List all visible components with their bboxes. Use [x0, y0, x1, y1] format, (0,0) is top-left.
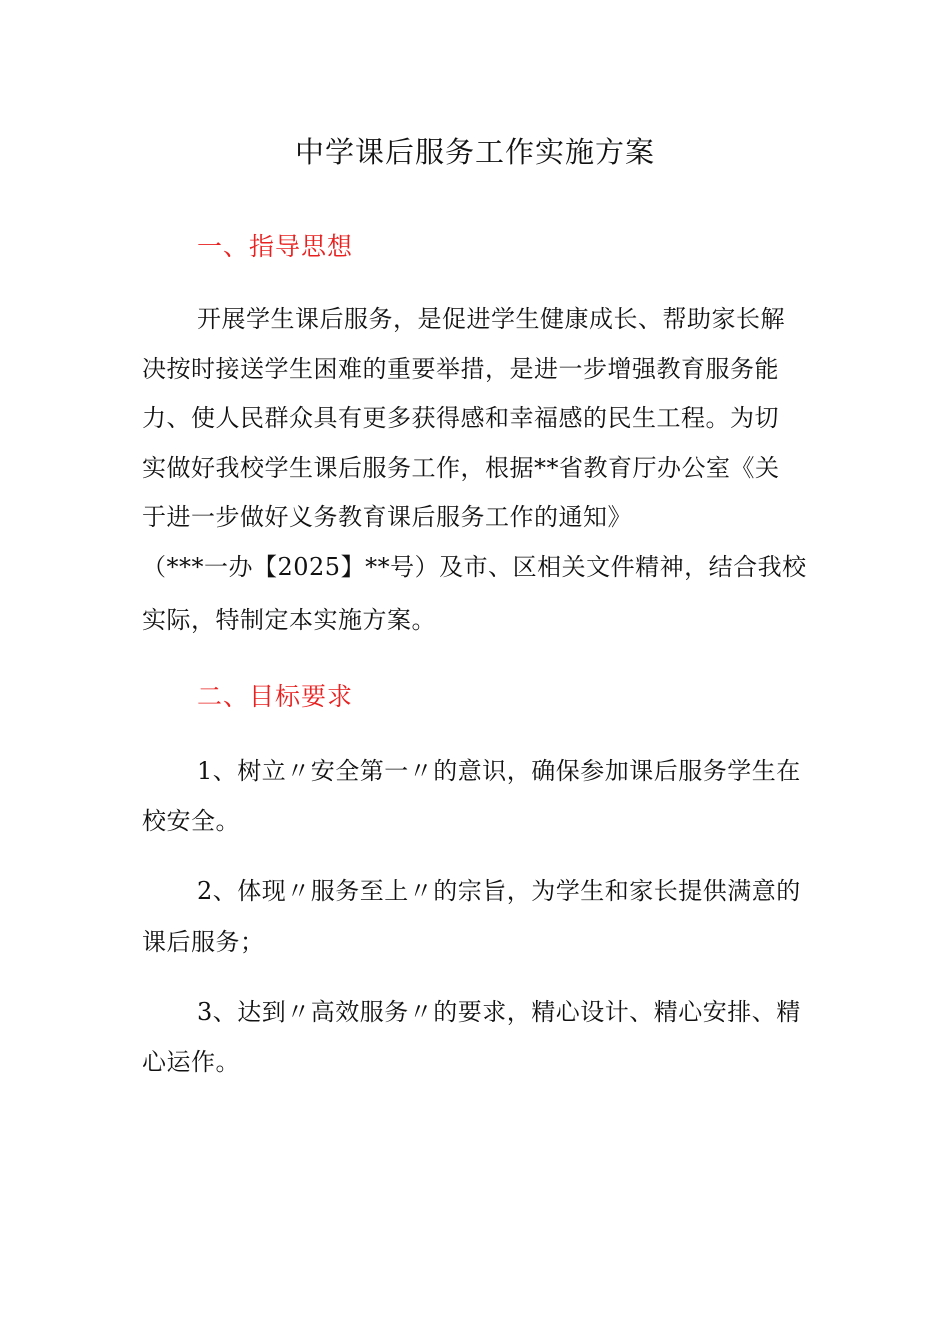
goal-item-line: 心运作。: [142, 1048, 240, 1076]
section-heading-guiding-ideology: 一、指导思想: [197, 232, 354, 261]
paragraph-line: 决按时接送学生困难的重要举措，是进一步增强教育服务能: [142, 355, 779, 383]
section-heading-goals: 二、目标要求: [197, 682, 354, 711]
goal-item-line: 3、达到〃高效服务〃的要求，精心设计、精心安排、精: [197, 998, 801, 1026]
paragraph-line: 力、使人民群众具有更多获得感和幸福感的民生工程。为切: [142, 404, 779, 432]
paragraph-line: 实做好我校学生课后服务工作，根据**省教育厅办公室《关: [142, 454, 780, 482]
paragraph-line: （***一办【2025】**号）及市、区相关文件精神，结合我校: [142, 553, 807, 581]
goal-item-line: 1、树立〃安全第一〃的意识，确保参加课后服务学生在: [197, 757, 801, 785]
paragraph-line: 于进一步做好义务教育课后服务工作的通知》: [142, 503, 632, 531]
goal-item-line: 2、体现〃服务至上〃的宗旨，为学生和家长提供满意的: [197, 877, 801, 905]
goal-item-line: 课后服务；: [142, 928, 265, 956]
paragraph-line: 开展学生课后服务，是促进学生健康成长、帮助家长解: [197, 305, 785, 333]
goal-item-line: 校安全。: [142, 807, 240, 835]
document-title: 中学课后服务工作实施方案: [294, 135, 655, 169]
paragraph-line: 实际，特制定本实施方案。: [142, 606, 436, 634]
